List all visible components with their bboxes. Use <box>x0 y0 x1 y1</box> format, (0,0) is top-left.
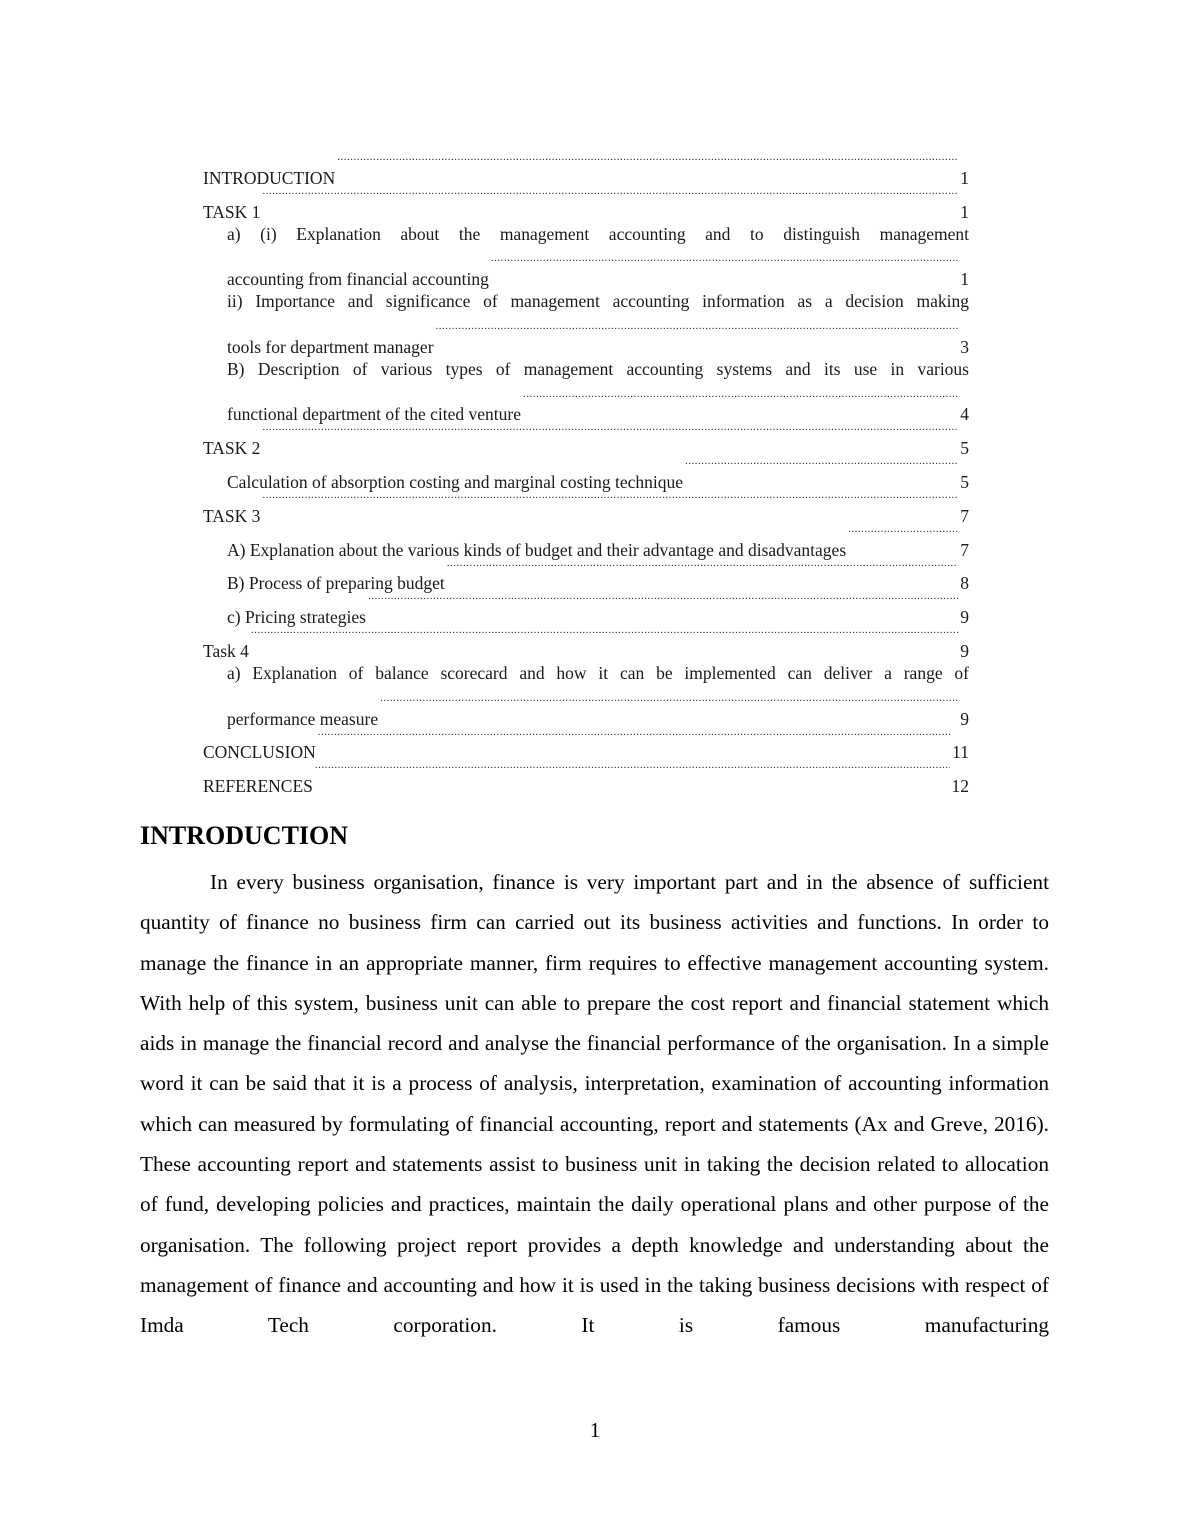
toc-dot-leader <box>491 251 958 285</box>
toc-entry-title-line2: functional department of the cited venture <box>227 404 521 425</box>
introduction-paragraph-text: In every business organisation, finance is very important part and in the absence of sufficient quantity of finance no business firm can carried out its business activities and functions. In order to manage the finance in an appropriate manner, firm requires to effective management accounting system. With help of this system, business unit can able to prepare the cost report and financial statement which aids in manage the financial record and analyse the financial performance of the organisation. In a simple word it can be said that it is a process of analysis, interpretation, examination of accounting information which can measured by formulating of financial accounting, report and statements (Ax and Greve, 2016). These accounting report and statements assist to business unit in taking the decision related to allocation of fund, developing policies and practices, maintain the daily operational plans and other purpose of the organisation. The following project report provides a depth knowledge and understanding about the management of finance and accounting and how it is used in the taking business decisions with respect of Imda Tech corporation. It is famous manufacturing <box>140 870 1049 1338</box>
introduction-paragraph <box>140 862 1049 1346</box>
toc-entry-title: c) Pricing strategies <box>227 607 366 628</box>
toc-entry-title: CONCLUSION <box>203 742 316 763</box>
toc-entry-title-line1: B) Description of various types of management accounting systems and its use in various <box>227 358 969 379</box>
toc-entry-title: B) Process of preparing budget <box>227 573 445 594</box>
toc-page-number: 4 <box>960 404 969 425</box>
toc-entry-title-line2: accounting from financial accounting <box>227 269 489 290</box>
toc-page-number: 5 <box>960 438 969 459</box>
toc-page-number: 1 <box>960 201 969 222</box>
toc-entry-task-2[interactable] <box>203 420 969 459</box>
toc-entry-task-3a[interactable] <box>227 522 969 560</box>
toc-dot-leader <box>318 725 950 759</box>
toc-entry-title-line2: performance measure <box>227 708 379 729</box>
toc-dot-leader <box>523 387 958 421</box>
toc-entry-introduction[interactable] <box>203 150 969 188</box>
toc-dot-leader <box>368 589 958 623</box>
introduction-heading: INTRODUCTION <box>140 821 349 850</box>
toc-entry-task-4a[interactable] <box>227 657 969 729</box>
toc-dot-leader <box>262 488 958 522</box>
toc-entry-task-1a[interactable] <box>227 218 969 290</box>
toc-page-number: 7 <box>960 539 969 560</box>
toc-dot-leader <box>380 691 958 725</box>
toc-entry-task-3b[interactable] <box>227 556 969 594</box>
toc-page-number: 8 <box>960 573 969 594</box>
toc-dot-leader <box>685 454 958 488</box>
toc-dot-leader <box>447 556 959 590</box>
toc-dot-leader <box>337 150 958 184</box>
toc-page-number: 9 <box>960 708 969 729</box>
toc-entry-title: REFERENCES <box>203 776 313 797</box>
toc-entry-task-4[interactable] <box>203 623 969 661</box>
toc-dot-leader <box>315 758 950 792</box>
toc-entry-title: TASK 3 <box>203 505 261 526</box>
toc-entry-title-line1: a) Explanation of balance scorecard and how it can be implemented can deliver a range of <box>227 662 969 683</box>
toc-entry-task-1[interactable] <box>203 184 969 222</box>
toc-entry-conclusion[interactable] <box>203 725 969 763</box>
toc-entry-title-line1: ii) Importance and significance of management accounting information as a decision making <box>227 291 969 312</box>
toc-page-number: 5 <box>960 471 969 492</box>
toc-entry-references[interactable] <box>203 758 969 797</box>
toc-entry-title: Calculation of absorption costing and marginal costing technique <box>227 471 684 492</box>
toc-dot-leader <box>251 623 958 657</box>
table-of-contents <box>203 150 969 797</box>
toc-entry-title: TASK 2 <box>203 438 261 459</box>
toc-page-number: 9 <box>960 607 969 628</box>
toc-dot-leader <box>262 184 958 218</box>
toc-entry-task-1b[interactable] <box>227 353 969 425</box>
toc-entry-task-3c[interactable] <box>227 589 969 628</box>
toc-page-number: 1 <box>960 167 969 188</box>
toc-page-number: 12 <box>951 776 969 797</box>
toc-entry-title: A) Explanation about the various kinds of budget and their advantage and disadvantages <box>227 539 847 560</box>
toc-page-number: 9 <box>960 640 969 661</box>
toc-entry-task-3[interactable] <box>203 488 969 526</box>
toc-page-number: 3 <box>960 336 969 357</box>
page-number: 1 <box>589 1418 601 1442</box>
toc-page-number: 1 <box>960 269 969 290</box>
toc-page-number: 11 <box>952 742 969 763</box>
toc-dot-leader <box>848 522 958 556</box>
toc-entry-task-1-ii[interactable] <box>227 285 969 357</box>
toc-dot-leader <box>262 420 958 454</box>
toc-entry-title-line1: a) (i) Explanation about the management accounting and to distinguish management <box>227 223 969 244</box>
toc-dot-leader <box>436 319 959 353</box>
toc-page-number: 7 <box>960 505 969 526</box>
toc-entry-title: INTRODUCTION <box>203 167 336 188</box>
toc-entry-task-2-calculation[interactable] <box>227 454 969 492</box>
toc-entry-title: TASK 1 <box>203 201 261 222</box>
toc-entry-title-line2: tools for department manager <box>227 336 434 357</box>
toc-entry-title: Task 4 <box>203 640 249 661</box>
